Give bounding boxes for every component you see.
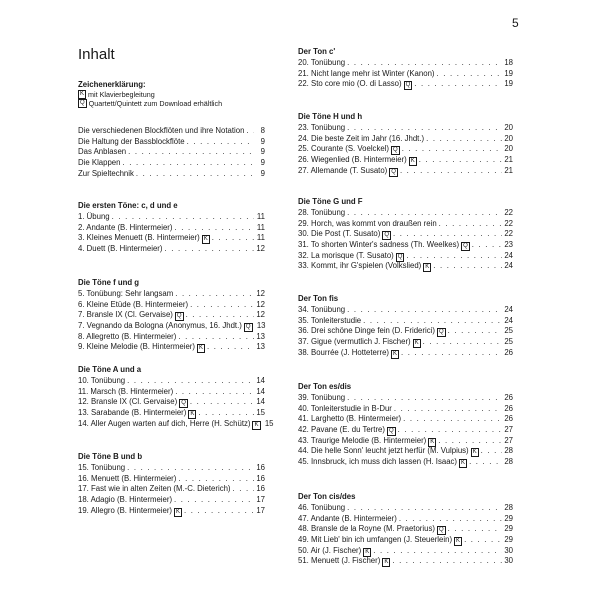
dot-leader (175, 289, 254, 300)
entry-page: 18 (504, 58, 513, 67)
dot-leader (347, 58, 502, 69)
section-heading: Die Töne G und F (298, 197, 363, 206)
dot-leader (128, 147, 254, 158)
dot-leader (347, 305, 502, 316)
entry-page: 29 (504, 524, 513, 534)
entry-badge: Q (176, 313, 182, 320)
section-heading: Der Ton es/dis (298, 382, 352, 391)
right-section-1 (298, 111, 513, 176)
entry-title: 23. Tonübung (298, 123, 346, 132)
dot-leader (464, 535, 502, 546)
section-heading: Die Töne B und b (78, 452, 143, 461)
dot-leader (469, 457, 502, 468)
dot-leader (426, 134, 502, 145)
legend-item (78, 99, 222, 109)
legend-item (78, 90, 222, 100)
dot-leader (401, 348, 502, 359)
legend-text: Quartett/Quintett zum Download erhältlich (88, 99, 223, 108)
entry-badge: K (203, 236, 208, 243)
toc-entry (298, 425, 513, 436)
entry-page: 22 (504, 229, 513, 239)
toc-entry (298, 535, 513, 546)
toc-entry (298, 337, 513, 348)
toc-entry (78, 244, 265, 255)
toc-entry (298, 134, 513, 145)
entry-page: 20 (504, 133, 513, 143)
entry-title: 21. Nicht lange mehr ist Winter (Kanon) (298, 68, 435, 78)
entry-page: 13 (256, 321, 266, 331)
entry-title: 7. Vegnando da Bologna (Anonymus, 16. Jhdt.) (78, 321, 242, 331)
dot-leader (394, 404, 502, 415)
entry-title: Zur Spieltechnik (78, 168, 134, 178)
entry-title: 8. Allegretto (B. Hintermeier) (78, 331, 177, 341)
toc-entry (78, 463, 265, 474)
entry-page: 12 (256, 244, 265, 254)
entry-page: 19 (504, 68, 513, 78)
entry-title: 16. Menuett (B. Hintermeier) (78, 473, 177, 483)
entry-badge: K (176, 508, 181, 515)
entry-title: 14. Aller Augen warten auf dich, Herre (H. Schütz) (78, 418, 251, 428)
entry-page: 21 (504, 165, 513, 175)
toc-entry (78, 484, 265, 495)
dot-leader (174, 495, 254, 506)
toc-entry (78, 332, 265, 343)
entry-title: 49. Mit Lieb' bin ich umfangen (J. Steuerlein) (298, 535, 453, 545)
entry-page: 12 (256, 310, 265, 320)
toc-entry (78, 408, 265, 419)
entry-badge: K (430, 438, 435, 445)
entry-page: 14 (256, 386, 265, 396)
entry-title: 42. Pavane (E. du Tertre) (298, 425, 385, 435)
entry-badge: Q (438, 329, 444, 336)
entry-title: 38. Bourrée (J. Hotteterre) (298, 347, 390, 357)
entry-page: 9 (260, 168, 265, 178)
entry-badge: Q (438, 527, 444, 534)
entry-page: 26 (504, 403, 513, 413)
entry-badge: Q (391, 168, 396, 175)
entry-page: 24 (504, 315, 513, 325)
entry-title: 19. Allegro (B. Hintermeier) (78, 505, 173, 515)
entry-title: 1. Übung (78, 212, 110, 221)
toc-entry (78, 474, 265, 485)
entry-title: 40. Tonleiterstudie in B-Dur (298, 403, 392, 413)
entry-title: 28. Tonübung (298, 208, 346, 217)
toc-entry (78, 495, 265, 506)
toc-entry (298, 261, 513, 272)
toc-entry (298, 166, 513, 177)
entry-title: 4. Duett (B. Hintermeier) (78, 244, 163, 254)
entry-title: 9. Kleine Melodie (B. Hintermeier) (78, 342, 195, 352)
entry-title: 3. Kleines Menuett (B. Hintermeier) (78, 233, 200, 243)
entry-title: Die Klappen (78, 158, 121, 168)
entry-badge: K (461, 460, 466, 467)
entry-page: 24 (504, 305, 513, 314)
entry-title: 26. Wiegenlied (B. Hintermeier) (298, 155, 407, 165)
entry-page: 23 (504, 240, 513, 250)
entry-page: 29 (504, 513, 513, 523)
entry-page: 9 (260, 136, 265, 146)
section-heading: Die ersten Töne: c, d und e (78, 201, 178, 210)
dot-leader (481, 446, 502, 457)
dot-leader (184, 506, 254, 517)
entry-badge: K (456, 538, 461, 545)
entry-title: 33. Kommt, ihr G'spielen (Volkslied) (298, 261, 422, 271)
section-heading: Der Ton fis (298, 294, 339, 303)
section-heading: Der Ton c' (298, 47, 336, 56)
toc-entry (298, 404, 513, 415)
dot-leader (347, 393, 502, 404)
toc-entry (78, 310, 265, 321)
entry-badge: K (365, 548, 370, 555)
entry-title: 34. Tonübung (298, 305, 346, 314)
right-section-2 (298, 196, 513, 272)
entry-badge: K (410, 158, 415, 165)
entry-badge: K (384, 559, 389, 566)
entry-badge: Q (405, 82, 411, 89)
entry-page: 28 (504, 446, 513, 456)
entry-badge: Q (384, 232, 390, 239)
entry-page: 13 (256, 331, 265, 341)
entry-title: 17. Fast wie in alten Zeiten (M.-C. Dieterich) (78, 484, 231, 494)
dot-leader (402, 144, 502, 155)
entry-title: 11. Marsch (B. Hintermeier) (78, 386, 174, 396)
entry-page: 11 (256, 222, 265, 232)
entry-title: 36. Drei schöne Dinge fein (D. Friderici) (298, 326, 435, 336)
legend (78, 80, 222, 109)
entry-page: 12 (256, 289, 265, 298)
right-section-0 (298, 46, 513, 90)
entry-title: 37. Gigue (vermutlich J. Fischer) (298, 337, 411, 347)
entry-title: 51. Menuett (J. Fischer) (298, 556, 381, 566)
toc-entry (298, 144, 513, 155)
entry-badge: Q (245, 324, 251, 331)
dot-leader (207, 342, 254, 353)
dot-leader (198, 408, 254, 419)
entry-page: 24 (504, 250, 513, 260)
entry-page: 14 (256, 397, 265, 407)
entry-page: 17 (256, 505, 265, 515)
entry-page: 28 (504, 457, 513, 467)
entry-page: 13 (256, 342, 265, 352)
toc-entry (298, 305, 513, 316)
entry-page: 8 (260, 126, 265, 135)
entry-title: 27. Allemande (T. Susato) (298, 165, 388, 175)
entry-page: 16 (256, 484, 265, 494)
dot-leader (212, 233, 254, 244)
entry-page: 29 (504, 535, 513, 545)
dot-leader (373, 546, 502, 557)
toc-entry (78, 387, 265, 398)
entry-page: 14 (256, 376, 265, 385)
dot-leader (433, 261, 502, 272)
entry-page: 20 (504, 144, 513, 154)
dot-leader (398, 425, 502, 436)
entry-page: 19 (504, 79, 513, 89)
entry-title: 10. Tonübung (78, 376, 126, 385)
entry-page: 27 (504, 435, 513, 445)
entry-title: 12. Bransle IX (Cl. Gervaise) (78, 397, 178, 407)
entry-title: 2. Andante (B. Hintermeier) (78, 222, 173, 232)
dot-leader (419, 155, 502, 166)
entry-title: 29. Horch, was kommt von draußen rein (298, 218, 437, 228)
entry-page: 25 (504, 326, 513, 336)
entry-page: 20 (504, 123, 513, 132)
section-heading: Die Töne f und g (78, 278, 140, 287)
entry-title: 7. Bransle IX (Cl. Gervaise) (78, 310, 173, 320)
right-section-4 (298, 381, 513, 468)
entry-badge: K (190, 411, 195, 418)
entry-badge: K (393, 350, 398, 357)
entry-page: 16 (256, 463, 265, 472)
dot-leader (406, 251, 502, 262)
entry-title: 22. Sto core mio (O. di Lasso) (298, 79, 402, 89)
entry-title: 6. Kleine Etüde (B. Hintermeier) (78, 299, 189, 309)
toc-entry (78, 418, 274, 430)
entry-title: 44. Die helle Sonn' leucht jetzt herfür (M. Vulpius) (298, 446, 469, 456)
dot-leader (186, 310, 254, 321)
toc-entry (298, 546, 513, 557)
entry-page: 21 (504, 155, 513, 165)
entry-title: 43. Traurige Melodie (B. Hintermeier) (298, 435, 427, 445)
toc-entry (298, 436, 513, 447)
entry-page: 25 (504, 337, 513, 347)
dot-leader (136, 169, 254, 180)
entry-title: Die verschiedenen Blockflöten und ihre Notation (78, 126, 245, 135)
entry-title: 20. Tonübung (298, 58, 346, 67)
entry-title: 30. Die Post (T. Susato) (298, 229, 381, 239)
left-section-3 (78, 364, 274, 429)
entry-badge: K (472, 449, 477, 456)
entry-page: 24 (504, 261, 513, 271)
section-heading: Der Ton cis/des (298, 492, 356, 501)
dot-leader (448, 326, 502, 337)
dot-leader (393, 229, 502, 240)
dot-leader (174, 223, 254, 234)
entry-page: 15 (264, 418, 274, 428)
entry-page: 11 (256, 212, 265, 221)
page-number: 5 (512, 16, 519, 30)
entry-page: 26 (504, 347, 513, 357)
toc-entry (78, 147, 265, 158)
dot-leader (400, 166, 502, 177)
dot-leader (187, 137, 254, 148)
entry-title: 39. Tonübung (298, 393, 346, 402)
dot-leader (190, 397, 254, 408)
entry-badge: Q (388, 428, 394, 435)
toc-entry (78, 126, 265, 137)
entry-page: 28 (504, 503, 513, 512)
dot-leader (112, 212, 254, 223)
entry-page: 30 (504, 545, 513, 555)
toc-entry (298, 316, 513, 327)
dot-leader (233, 484, 254, 495)
dot-leader (423, 337, 502, 348)
dot-leader (448, 524, 502, 535)
toc-entry (298, 393, 513, 404)
entry-title: 35. Tonleiterstudie (298, 315, 362, 325)
dot-leader (438, 436, 502, 447)
toc-entry (298, 58, 513, 69)
legend-heading: Zeichenerklärung: (78, 80, 146, 89)
entry-title: 25. Courante (S. Voelckel) (298, 144, 390, 154)
dot-leader (437, 69, 502, 80)
toc-entry (298, 123, 513, 134)
toc-entry (78, 321, 265, 332)
dot-leader (414, 79, 502, 90)
toc-entry (78, 376, 265, 387)
dot-leader (347, 208, 502, 219)
dot-leader (122, 158, 254, 169)
toc-entry (78, 397, 265, 408)
toc-entry (298, 155, 513, 166)
toc-entry (298, 240, 513, 251)
entry-page: 26 (504, 414, 513, 424)
dot-leader (403, 414, 502, 425)
entry-badge: K (254, 421, 259, 428)
entry-title: 41. Larghetto (B. Hintermeier) (298, 414, 402, 424)
entry-title: 24. Die beste Zeit im Jahr (16. Jhdt.) (298, 133, 425, 143)
legend-text: mit Klavierbegleitung (88, 89, 155, 99)
entry-page: 12 (256, 299, 265, 309)
page-title: Inhalt (78, 46, 115, 63)
right-section-5 (298, 491, 513, 567)
toc-entry (78, 342, 265, 353)
entry-badge: Q (393, 147, 398, 154)
dot-leader (178, 332, 254, 343)
left-section-4 (78, 451, 265, 516)
section-heading: Die Töne H und h (298, 112, 363, 121)
entry-page: 9 (260, 147, 265, 157)
entry-page: 17 (256, 495, 265, 505)
dot-leader (190, 300, 254, 311)
dot-leader (363, 316, 502, 327)
toc-entry (78, 300, 265, 311)
section-heading: Die Töne A und a (78, 365, 142, 374)
legend-badge: K (80, 90, 85, 97)
entry-page: 16 (256, 473, 265, 483)
toc-entry (298, 219, 513, 230)
entry-title: 18. Adagio (B. Hintermeier) (78, 495, 173, 505)
entry-page: 30 (504, 556, 513, 566)
dot-leader (347, 503, 502, 514)
dot-leader (178, 474, 254, 485)
entry-title: 32. La morisque (T. Susato) (298, 250, 394, 260)
entry-badge: K (425, 264, 430, 271)
entry-title: 31. To shorten Winter's sadness (Th. Weelkes) (298, 240, 460, 250)
left-section-0 (78, 126, 265, 179)
entry-title: 46. Tonübung (298, 503, 346, 512)
toc-entry (298, 79, 513, 90)
toc-entry (298, 414, 513, 425)
dot-leader (127, 463, 254, 474)
toc-entry (298, 524, 513, 535)
dot-leader (175, 387, 254, 398)
toc-entry (298, 514, 513, 525)
left-section-1 (78, 200, 265, 255)
toc-entry (298, 229, 513, 240)
toc-entry (298, 326, 513, 337)
dot-leader (392, 556, 502, 567)
toc-entry (298, 556, 513, 567)
toc-entry (78, 137, 265, 148)
entry-title: 5. Tonübung: Sehr langsam (78, 289, 174, 298)
toc-entry (298, 69, 513, 80)
left-section-2 (78, 277, 265, 353)
entry-badge: Q (181, 400, 186, 407)
dot-leader (399, 514, 502, 525)
dot-leader (246, 126, 254, 137)
entry-title: 50. Air (J. Fischer) (298, 545, 362, 555)
entry-page: 22 (504, 218, 513, 228)
toc-entry (298, 446, 513, 457)
entry-badge: K (199, 345, 204, 352)
dot-leader (347, 123, 502, 134)
toc-entry (78, 223, 265, 234)
entry-page: 15 (256, 408, 265, 418)
toc-entry (298, 503, 513, 514)
entry-title: 48. Bransle de la Royne (M. Praetorius) (298, 524, 435, 534)
toc-entry (78, 212, 265, 223)
right-section-3 (298, 293, 513, 358)
toc-entry (78, 233, 265, 244)
toc-entry (78, 506, 265, 517)
entry-title: 13. Sarabande (B. Hintermeier) (78, 408, 187, 418)
entry-title: Das Anblasen (78, 147, 127, 157)
entry-page: 27 (504, 425, 513, 435)
entry-page: 26 (504, 393, 513, 402)
legend-badge: Q (80, 100, 85, 107)
toc-entry (78, 158, 265, 169)
entry-badge: Q (463, 243, 468, 250)
entry-badge: Q (397, 253, 403, 260)
toc-entry (298, 457, 513, 468)
toc-entry (78, 289, 265, 300)
toc-entry (298, 251, 513, 262)
toc-entry (78, 169, 265, 180)
dot-leader (439, 219, 502, 230)
dot-leader (472, 240, 502, 251)
entry-page: 9 (260, 158, 265, 168)
dot-leader (127, 376, 254, 387)
toc-entry (298, 208, 513, 219)
entry-page: 22 (504, 208, 513, 217)
entry-title: Die Haltung der Bassblockflöte (78, 136, 185, 146)
entry-title: 15. Tonübung (78, 463, 126, 472)
entry-badge: K (414, 340, 419, 347)
toc-entry (298, 348, 513, 359)
dot-leader (165, 244, 255, 255)
entry-title: 47. Andante (B. Hintermeier) (298, 513, 397, 523)
entry-title: 45. Innsbruck, ich muss dich lassen (H. Isaac) (298, 457, 458, 467)
entry-page: 11 (256, 233, 265, 243)
